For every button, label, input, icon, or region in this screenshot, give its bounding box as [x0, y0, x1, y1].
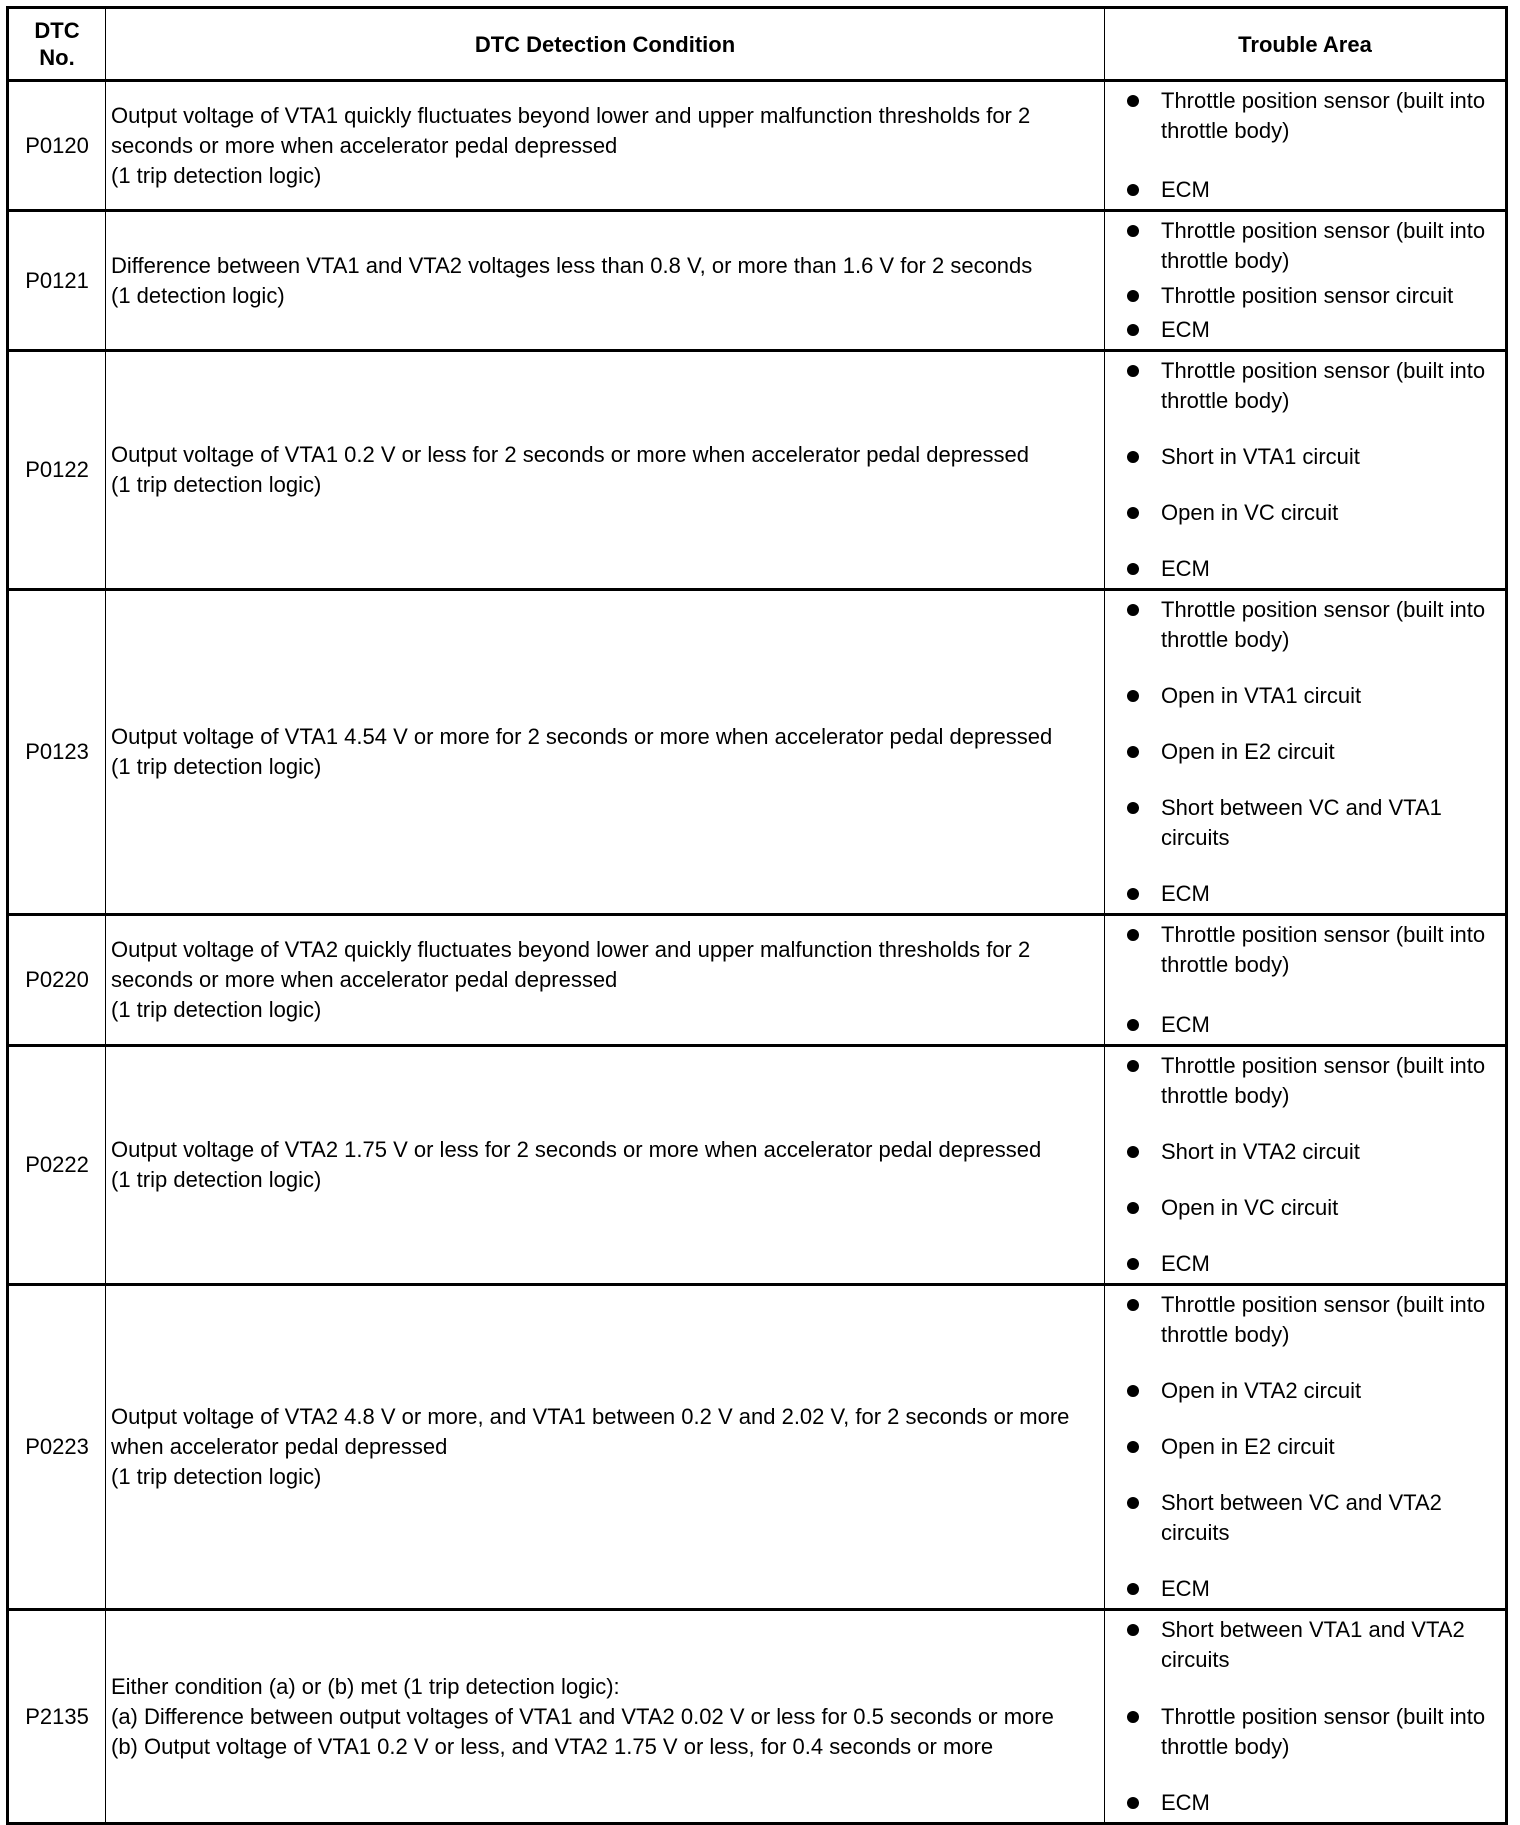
- trouble-item-text: Open in VC circuit: [1161, 500, 1339, 525]
- condition-line: Output voltage of VTA2 4.8 V or more, and VTA1 between 0.2 V and 2.02 V, for 2 seconds or more when accelerator pedal depressed: [111, 1404, 1070, 1459]
- bullet-icon: [1127, 365, 1139, 377]
- trouble-item: [1127, 315, 1497, 345]
- bullet-icon: [1127, 1202, 1139, 1214]
- bullet-icon: [1127, 1624, 1139, 1636]
- bullet-icon: [1127, 1019, 1139, 1031]
- trouble-item-text: ECM: [1161, 881, 1210, 906]
- trouble-item-text: Short in VTA2 circuit: [1161, 1139, 1360, 1164]
- trouble-item: [1127, 920, 1497, 980]
- trouble-item: [1127, 1010, 1497, 1040]
- trouble-item-text: Short between VTA1 and VTA2 circuits: [1161, 1617, 1465, 1672]
- trouble-item-text: ECM: [1161, 1251, 1210, 1276]
- trouble-item-text: Throttle position sensor (built into throttle body): [1161, 218, 1486, 273]
- condition-line: (1 trip detection logic): [111, 1464, 322, 1489]
- trouble-item: [1127, 681, 1497, 711]
- dtc-table: [6, 6, 1508, 1825]
- trouble-item: [1127, 879, 1497, 909]
- bullet-icon: [1127, 1146, 1139, 1158]
- trouble-item: [1127, 554, 1497, 584]
- detection-condition: [106, 351, 1105, 590]
- table-row: [8, 351, 1507, 590]
- trouble-item: [1127, 356, 1497, 416]
- condition-line: (1 trip detection logic): [111, 162, 322, 188]
- trouble-area: [1105, 81, 1507, 211]
- bullet-icon: [1127, 1385, 1139, 1397]
- trouble-area: [1105, 351, 1507, 590]
- trouble-item-text: Throttle position sensor (built into throttle body): [1161, 1703, 1486, 1759]
- dtc-code: P0123: [8, 590, 106, 915]
- trouble-item-text: Short between VC and VTA2 circuits: [1161, 1490, 1442, 1545]
- detection-condition: [106, 211, 1105, 351]
- condition-line: (a) Difference between output voltages of VTA1 and VTA2 0.02 V or less for 0.5 seconds or more: [111, 1703, 1054, 1729]
- trouble-item: [1127, 1488, 1497, 1548]
- condition-line: Output voltage of VTA1 4.54 V or more for 2 seconds or more when accelerator pedal depressed: [111, 724, 1053, 749]
- trouble-item-text: Throttle position sensor (built into throttle body): [1161, 922, 1486, 977]
- dtc-code: P0220: [8, 915, 106, 1046]
- bullet-icon: [1127, 1441, 1139, 1453]
- bullet-icon: [1127, 1497, 1139, 1509]
- trouble-item-text: Throttle position sensor (built into throttle body): [1161, 1292, 1486, 1347]
- trouble-item: [1127, 86, 1497, 146]
- bullet-icon: [1127, 1583, 1139, 1595]
- condition-line: Output voltage of VTA1 0.2 V or less for 2 seconds or more when accelerator pedal depressed: [111, 442, 1029, 467]
- bullet-icon: [1127, 746, 1139, 758]
- dtc-code: P0223: [8, 1285, 106, 1610]
- header-row: [8, 8, 1507, 81]
- trouble-item: [1127, 595, 1497, 655]
- dtc-code: P2135: [8, 1610, 106, 1824]
- bullet-icon: [1127, 184, 1139, 196]
- table-row: [8, 915, 1507, 1046]
- trouble-item: [1127, 1788, 1497, 1818]
- condition-line: (b) Output voltage of VTA1 0.2 V or less, and VTA2 1.75 V or less, for 0.4 seconds or more: [111, 1733, 994, 1759]
- bullet-icon: [1127, 604, 1139, 616]
- trouble-item: [1127, 216, 1497, 276]
- table-row: [8, 590, 1507, 915]
- table-row: [8, 1610, 1507, 1824]
- trouble-item: [1127, 1376, 1497, 1406]
- bullet-icon: [1127, 225, 1139, 237]
- bullet-icon: [1127, 95, 1139, 107]
- trouble-item-text: ECM: [1161, 1790, 1210, 1815]
- detection-condition: [106, 590, 1105, 915]
- table-row: [8, 1285, 1507, 1610]
- detection-condition: [106, 1046, 1105, 1285]
- condition-line: Either condition (a) or (b) met (1 trip detection logic):: [111, 1673, 620, 1699]
- trouble-item: [1127, 1290, 1497, 1350]
- trouble-item-text: Short in VTA1 circuit: [1161, 444, 1360, 469]
- bullet-icon: [1127, 1060, 1139, 1072]
- detection-condition: [106, 915, 1105, 1046]
- condition-line: (1 trip detection logic): [111, 754, 322, 779]
- bullet-icon: [1127, 929, 1139, 941]
- trouble-item: [1127, 1137, 1497, 1167]
- header-condition: DTC Detection Condition: [106, 8, 1105, 81]
- trouble-area: [1105, 1285, 1507, 1610]
- bullet-icon: [1127, 563, 1139, 575]
- bullet-icon: [1127, 1258, 1139, 1270]
- dtc-code: P0222: [8, 1046, 106, 1285]
- condition-line: (1 trip detection logic): [111, 1167, 322, 1192]
- bullet-icon: [1127, 290, 1139, 302]
- trouble-item-text: ECM: [1161, 317, 1210, 342]
- detection-condition: [106, 1285, 1105, 1610]
- trouble-item: [1127, 281, 1497, 311]
- trouble-item-text: Throttle position sensor (built into throttle body): [1161, 358, 1486, 413]
- header-dtc-no: DTC No.: [8, 8, 106, 81]
- trouble-item: [1127, 737, 1497, 767]
- trouble-item-text: Throttle position sensor (built into throttle body): [1161, 1053, 1486, 1108]
- trouble-item-text: Throttle position sensor (built into throttle body): [1161, 597, 1486, 652]
- trouble-item-text: Throttle position sensor (built into throttle body): [1161, 88, 1486, 143]
- condition-line: Output voltage of VTA1 quickly fluctuates beyond lower and upper malfunction thresholds for 2 seconds or more when accelerator pedal depressed: [111, 102, 1031, 158]
- table-row: [8, 1046, 1507, 1285]
- trouble-item-text: Open in E2 circuit: [1161, 739, 1335, 764]
- trouble-area: [1105, 1046, 1507, 1285]
- trouble-item-text: Open in E2 circuit: [1161, 1434, 1335, 1459]
- bullet-icon: [1127, 451, 1139, 463]
- trouble-item-text: ECM: [1161, 556, 1210, 581]
- bullet-icon: [1127, 1299, 1139, 1311]
- condition-line: Difference between VTA1 and VTA2 voltages less than 0.8 V, or more than 1.6 V for 2 seconds: [111, 252, 1033, 278]
- trouble-area: [1105, 915, 1507, 1046]
- condition-line: Output voltage of VTA2 1.75 V or less for 2 seconds or more when accelerator pedal depressed: [111, 1137, 1042, 1162]
- trouble-area: [1105, 590, 1507, 915]
- condition-line: (1 trip detection logic): [111, 472, 322, 497]
- bullet-icon: [1127, 888, 1139, 900]
- dtc-code: P0120: [8, 81, 106, 211]
- trouble-item: [1127, 1574, 1497, 1604]
- header-trouble-area: Trouble Area: [1105, 8, 1507, 81]
- bullet-icon: [1127, 690, 1139, 702]
- trouble-item: [1127, 1702, 1497, 1762]
- trouble-item: [1127, 1432, 1497, 1462]
- trouble-item: [1127, 498, 1497, 528]
- trouble-item: [1127, 1615, 1497, 1675]
- trouble-item-text: ECM: [1161, 1576, 1210, 1601]
- detection-condition: [106, 81, 1105, 211]
- trouble-item-text: ECM: [1161, 177, 1210, 202]
- table-row: [8, 81, 1507, 211]
- bullet-icon: [1127, 1797, 1139, 1809]
- bullet-icon: [1127, 1711, 1139, 1723]
- trouble-item: [1127, 442, 1497, 472]
- condition-line: Output voltage of VTA2 quickly fluctuates beyond lower and upper malfunction thresholds for 2 seconds or more when accelerator pedal depressed: [111, 937, 1031, 992]
- dtc-code: P0122: [8, 351, 106, 590]
- trouble-area: [1105, 211, 1507, 351]
- trouble-item: [1127, 1193, 1497, 1223]
- trouble-item-text: Open in VTA2 circuit: [1161, 1378, 1362, 1403]
- trouble-item: [1127, 793, 1497, 853]
- trouble-area: [1105, 1610, 1507, 1824]
- bullet-icon: [1127, 324, 1139, 336]
- bullet-icon: [1127, 802, 1139, 814]
- condition-line: (1 trip detection logic): [111, 997, 322, 1022]
- trouble-item-text: Open in VTA1 circuit: [1161, 683, 1362, 708]
- trouble-item: [1127, 1051, 1497, 1111]
- bullet-icon: [1127, 507, 1139, 519]
- trouble-item-text: ECM: [1161, 1012, 1210, 1037]
- trouble-item: [1127, 175, 1497, 205]
- trouble-item-text: Open in VC circuit: [1161, 1195, 1339, 1220]
- table-row: [8, 211, 1507, 351]
- condition-line: (1 detection logic): [111, 282, 285, 308]
- trouble-item: [1127, 1249, 1497, 1279]
- detection-condition: [106, 1610, 1105, 1824]
- dtc-code: P0121: [8, 211, 106, 351]
- trouble-item-text: Throttle position sensor circuit: [1161, 282, 1454, 308]
- trouble-item-text: Short between VC and VTA1 circuits: [1161, 795, 1442, 850]
